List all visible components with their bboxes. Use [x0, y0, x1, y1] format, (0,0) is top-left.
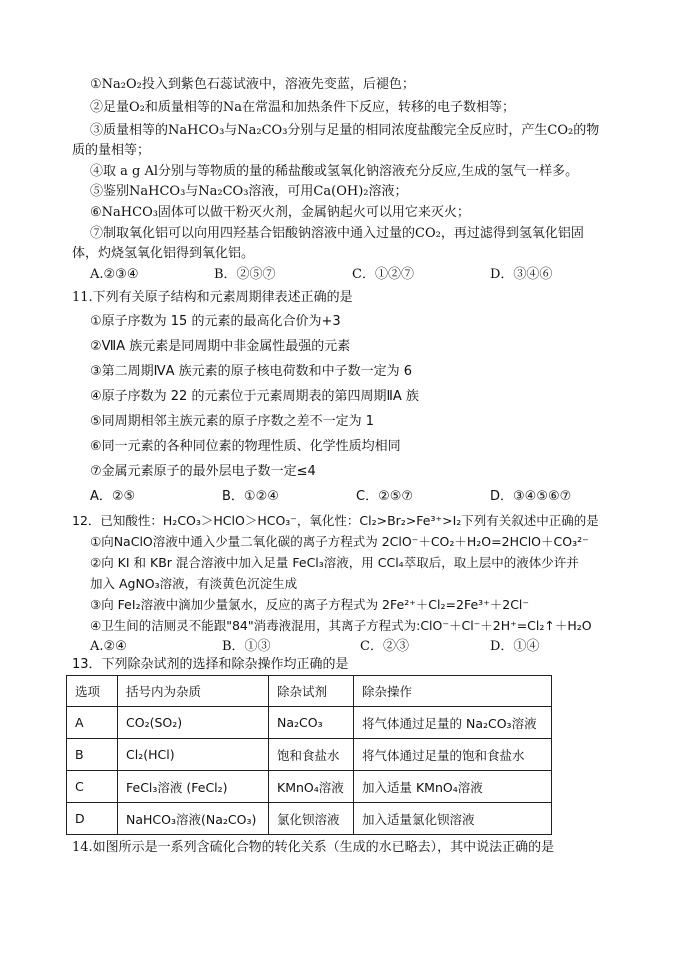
table-cell: Na₂CO₃: [269, 707, 354, 739]
q10-statement-7-cont: 体，灼烧氢氧化铝得到氧化铝。: [72, 246, 255, 261]
table-cell: 氯化钡溶液: [269, 803, 354, 835]
q11-option-b[interactable]: B．①②④: [222, 489, 279, 504]
table-cell: CO₂(SO₂): [118, 707, 269, 739]
q12-option-a[interactable]: A.②④: [90, 639, 127, 654]
table-cell: FeCl₃溶液 (FeCl₂): [118, 771, 269, 803]
q11-statement-3: ③第二周期ⅣA 族元素的原子核电荷数和中子数一定为 6: [90, 364, 413, 379]
q12-statement-1: ①向NaClO溶液中通入少量二氧化碳的离子方程式为 2ClO⁻＋CO₂＋H₂O=2HClO＋CO₃²⁻: [90, 534, 589, 549]
q12-statement-3: ③向 FeI₂溶液中滴加少量氯水，反应的离子方程式为 2Fe²⁺＋Cl₂=2Fe³⁺＋2Cl⁻: [90, 597, 530, 612]
q12-option-d[interactable]: D．①④: [490, 639, 540, 654]
q14-stem: 14.如图所示是一系列含硫化合物的转化关系（生成的水已略去），其中说法正确的是: [72, 840, 555, 855]
q10-statement-3: ③质量相等的NaHCO₃与Na₂CO₃分别与足量的相同浓度盐酸完全反应时，产生CO₂的物: [90, 123, 600, 138]
q12-option-b[interactable]: B．①③: [222, 639, 271, 654]
table-cell: 加入适量 KMnO₄溶液: [354, 771, 552, 803]
q10-statement-1: ①Na₂O₂投入到紫色石蕊试液中，溶液先变蓝，后褪色；: [90, 77, 415, 92]
q12-statement-2: ②向 KI 和 KBr 混合溶液中加入足量 FeCl₃溶液，用 CCl₄萃取后，取上层中的液体少许并: [90, 555, 579, 570]
q11-statement-1: ①原子序数为 15 的元素的最高化合价为+3: [90, 314, 341, 329]
table-header-cell: 选项: [67, 676, 118, 707]
q11-stem: 11.下列有关原子结构和元素周期律表述正确的是: [72, 290, 353, 305]
q11-option-d[interactable]: D．③④⑤⑥⑦: [490, 489, 572, 504]
q10-option-c[interactable]: C．①②⑦: [352, 267, 414, 282]
table-cell: 将气体通过足量的饱和食盐水: [354, 739, 552, 771]
q10-statement-6: ⑥NaHCO₃固体可以做干粉灭火剂，金属钠起火可以用它来灭火；: [90, 205, 470, 220]
q12-option-c[interactable]: C．②③: [360, 639, 409, 654]
q11-statement-6: ⑥同一元素的各种同位素的物理性质、化学性质均相同: [90, 439, 401, 454]
q10-statement-5: ⑤鉴别NaHCO₃与Na₂CO₃溶液，可用Ca(OH)₂溶液；: [90, 184, 408, 199]
table-cell: 饱和食盐水: [269, 739, 354, 771]
q11-statement-2: ②ⅦA 族元素是同周期中非金属性最强的元素: [90, 339, 351, 354]
table-row: [67, 771, 552, 803]
q10-option-b[interactable]: B．②⑤⑦: [214, 267, 276, 282]
q11-option-c[interactable]: C．②⑤⑦: [356, 489, 414, 504]
table-cell: 加入适量氯化钡溶液: [354, 803, 552, 835]
table-cell: C: [67, 771, 118, 803]
q12-stem: 12．已知酸性：H₂CO₃＞HClO＞HCO₃⁻，氧化性：Cl₂>Br₂>Fe³⁺>I₂下列有关叙述中正确的是: [72, 513, 599, 528]
table-header-cell: 除杂试剂: [269, 676, 354, 707]
q10-option-d[interactable]: D．③④⑥: [490, 267, 553, 282]
table-row: [67, 707, 552, 739]
q10-option-a[interactable]: A.②③④: [90, 267, 139, 282]
q12-statement-2-cont: 加入 AgNO₃溶液，有淡黄色沉淀生成: [90, 576, 298, 591]
q12-statement-4: ④卫生间的洁厕灵不能跟"84"消毒液混用，其离子方程式为:ClO⁻＋Cl⁻＋2H⁺=Cl₂↑＋H₂O: [90, 618, 592, 633]
q10-statement-3-cont: 质的量相等；: [72, 143, 151, 158]
q11-statement-5: ⑤同周期相邻主族元素的原子序数之差不一定为 1: [90, 414, 375, 429]
table-header-row: [67, 676, 552, 707]
table-row: [67, 739, 552, 771]
table-cell: D: [67, 803, 118, 835]
table-cell: B: [67, 739, 118, 771]
table-cell: KMnO₄溶液: [269, 771, 354, 803]
q11-statement-4: ④原子序数为 22 的元素位于元素周期表的第四周期ⅡA 族: [90, 389, 419, 404]
table-cell: Cl₂(HCl): [118, 739, 269, 771]
table-cell: A: [67, 707, 118, 739]
q10-statement-7: ⑦制取氧化铝可以向用四羟基合铝酸钠溶液中通入过量的CO₂，再过滤得到氢氧化铝固: [90, 226, 584, 241]
q11-statement-7: ⑦金属元素原子的最外层电子数一定≤4: [90, 464, 316, 479]
q10-statement-2: ②足量O₂和质量相等的Na在常温和加热条件下反应，转移的电子数相等；: [90, 100, 515, 115]
table-header-cell: 除杂操作: [354, 676, 552, 707]
q10-statement-4: ④取 a g Al分别与等物质的量的稀盐酸或氢氧化钠溶液充分反应,生成的氢气一样多。: [90, 164, 579, 179]
q11-option-a[interactable]: A．②⑤: [90, 489, 136, 504]
table-cell: 将气体通过足量的 Na₂CO₃溶液: [354, 707, 552, 739]
q13-stem: 13．下列除杂试剂的选择和除杂操作均正确的是: [72, 657, 349, 672]
table-row: [67, 803, 552, 835]
table-cell: NaHCO₃溶液(Na₂CO₃): [118, 803, 269, 835]
q13-table: [66, 675, 552, 835]
table-header-cell: 括号内为杂质: [118, 676, 269, 707]
